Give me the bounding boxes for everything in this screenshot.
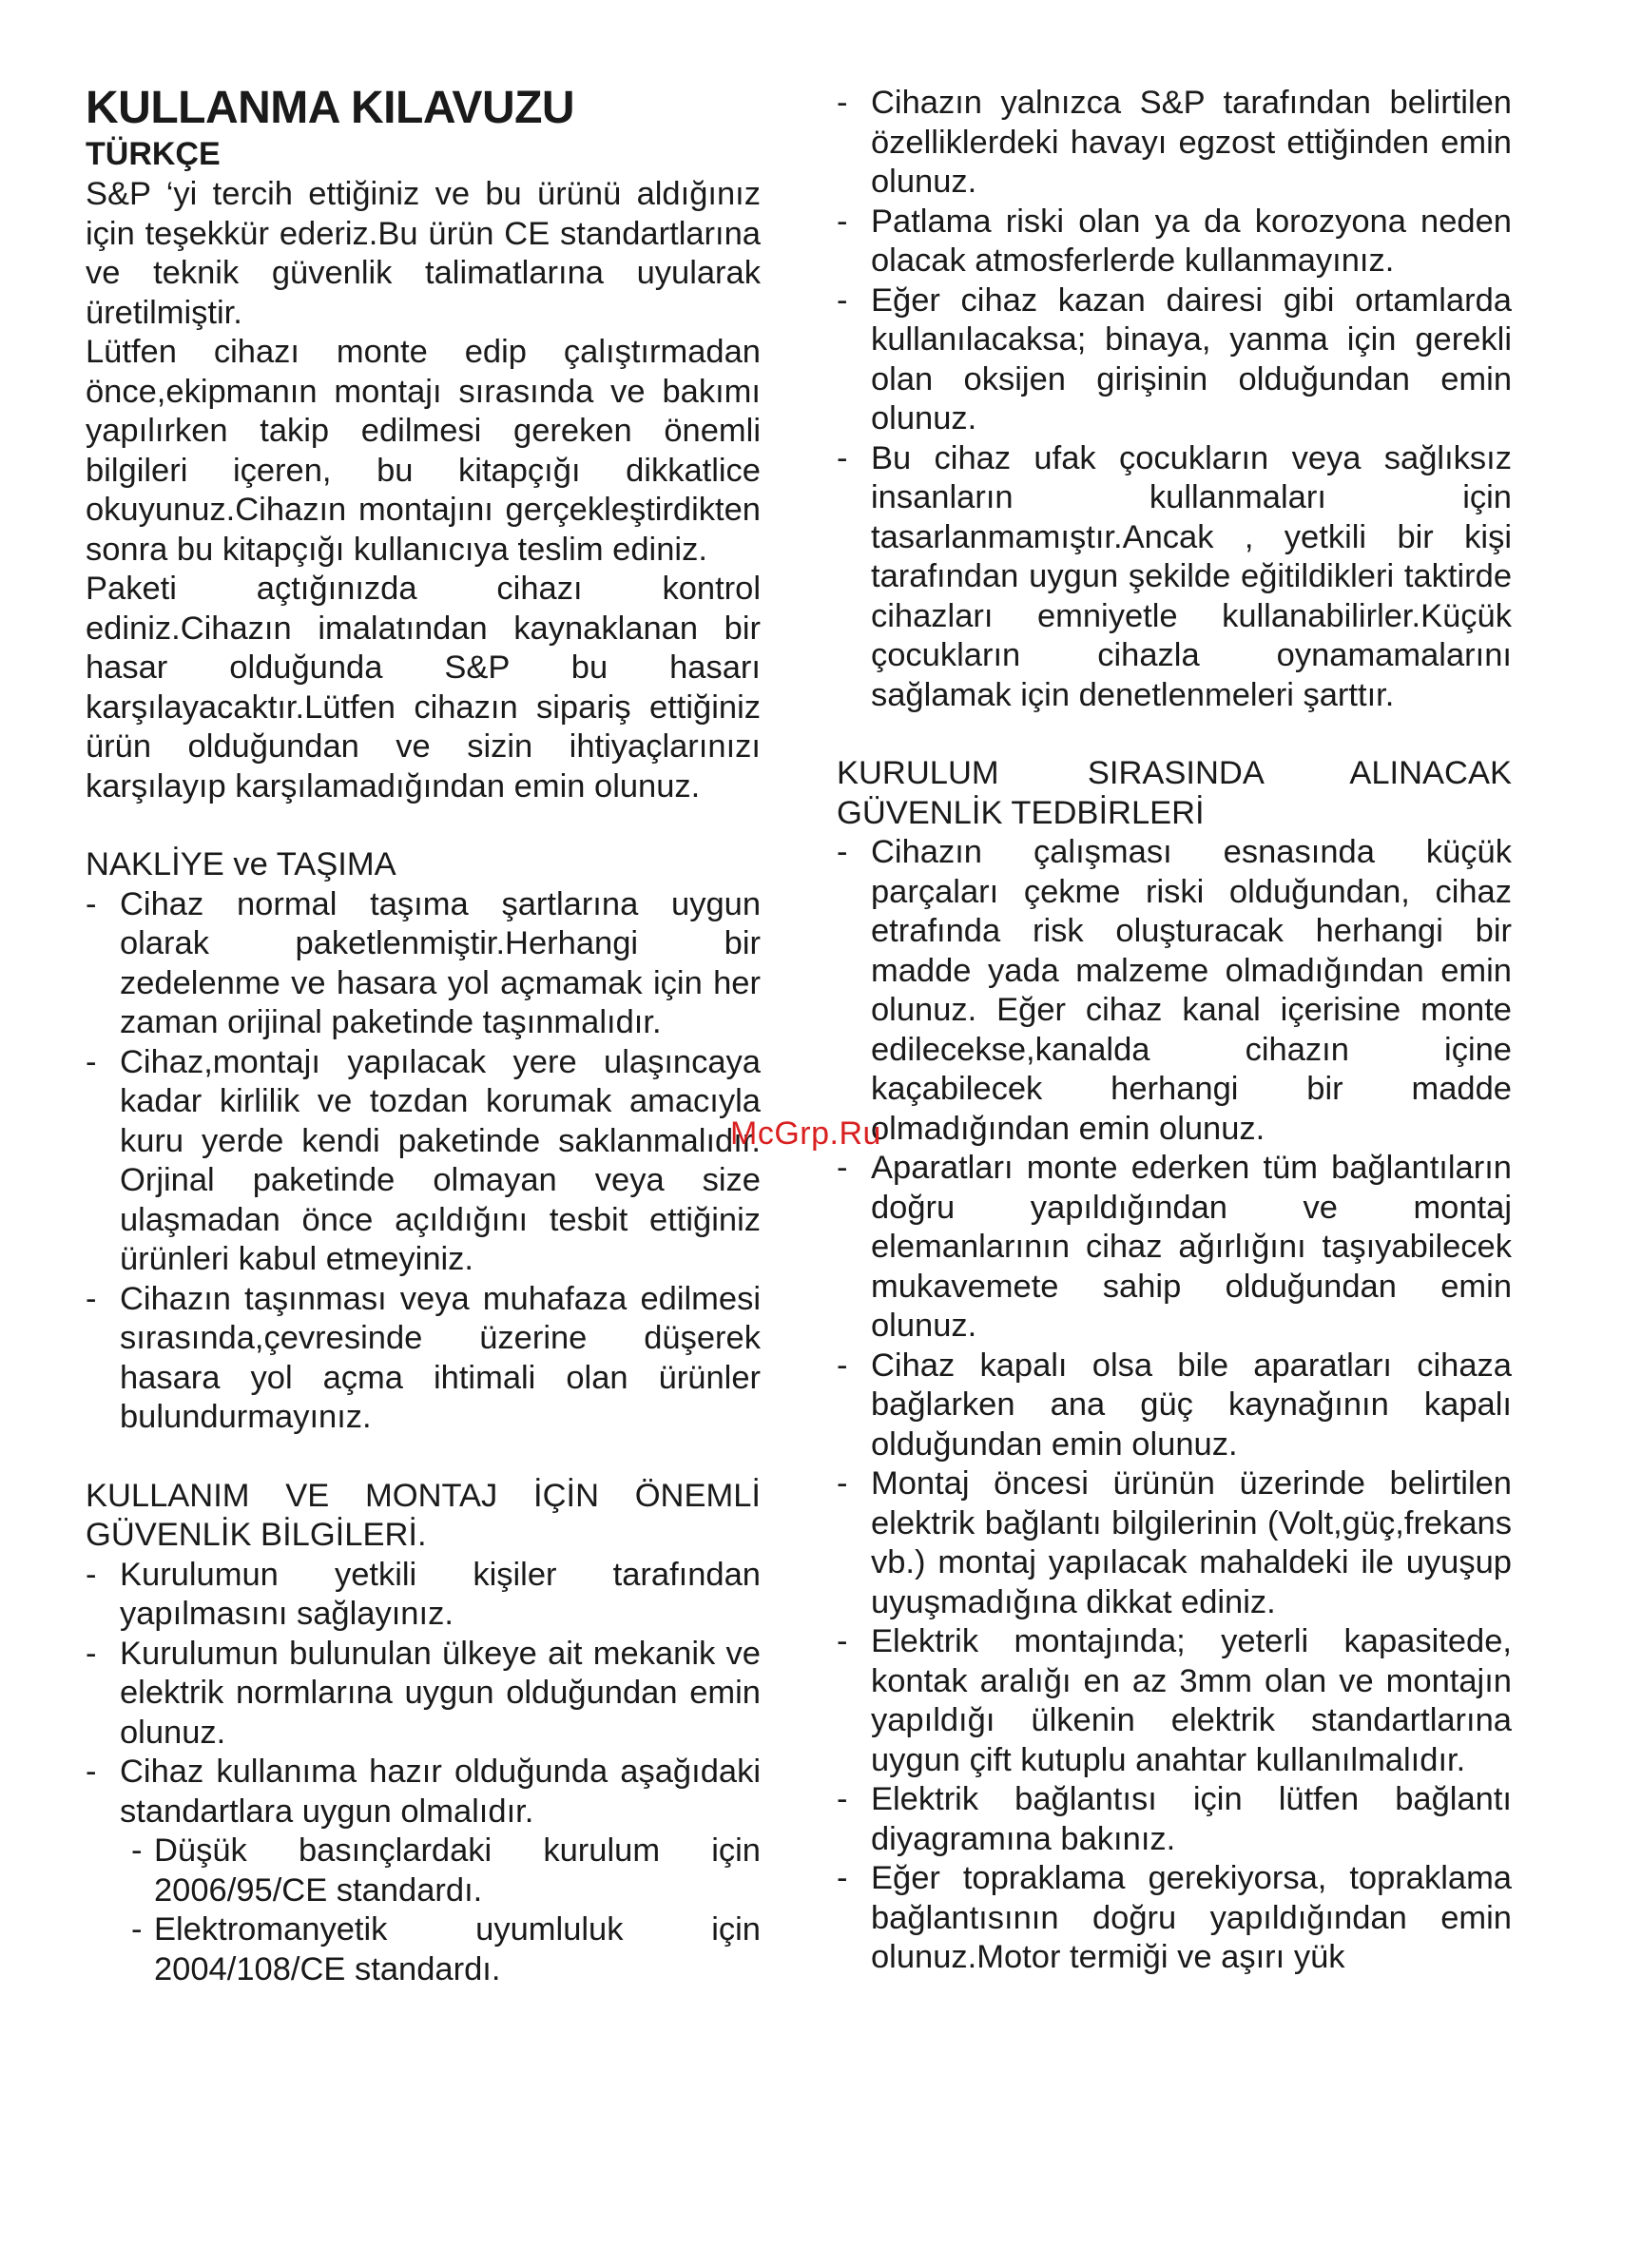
list-item: - Kurulumun yetkili kişiler tarafından yapılmasını sağlayınız. <box>86 1556 761 1635</box>
list-item: - Cihazın yalnızca S&P tarafından belirtilen özelliklerdeki havayı egzost ettiğinden emin olunuz. <box>837 84 1512 203</box>
list-item: - Bu cihaz ufak çocukların veya sağlıksız insanların kullanmaları için tasarlanmamıştır.Ancak , yetkili bir kişi tarafından uygun şekilde eğitildikleri taktirde cihazları emniyetle kullanabilirler.Küçük çocukların cihazla oynamamalarını sağlamak için denetlenmeleri şarttır. <box>837 439 1512 716</box>
intro-paragraph-1: S&P ‘yi tercih ettiğiniz ve bu ürünü aldığınız için teşekkür ederiz.Bu ürün CE standartlarına ve teknik güvenlik talimatlarına uyularak üretilmiştir. <box>86 176 761 331</box>
list-item: - Montaj öncesi ürünün üzerinde belirtilen elektrik bağlantı bilgilerinin (Volt,güç,frekans vb.) montaj yapılacak mahaldeki ile uyuşup uyuşmadığına dikkat ediniz. <box>837 1464 1512 1622</box>
intro-paragraph-3: Paketi açtığınızda cihazı kontrol ediniz.Cihazın imalatından kaynaklanan bir hasar olduğunda S&P bu hasarı karşılayacaktır.Lütfen cihazın sipariş ettiğiniz ürün olduğundan ve sizin ihtiyaçlarınızı karşılayıp karşılamadığından emin olunuz. <box>86 571 761 804</box>
left-column <box>86 82 761 1989</box>
list-item: - Kurulumun bulunulan ülkeye ait mekanik ve elektrik normlarına uygun olduğundan emin olunuz. <box>86 1635 761 1754</box>
safety-use-list <box>86 1556 761 1832</box>
list-item: - Eğer topraklama gerekiyorsa, topraklama bağlantısının doğru yapıldığından emin olunuz.Motor termiği ve aşırı yük <box>837 1859 1512 1978</box>
list-item: - Eğer cihaz kazan dairesi gibi ortamlarda kullanılacaksa; binaya, yanma için gerekli olan oksijen girişinin olduğundan emin olunuz. <box>837 281 1512 439</box>
list-item: - Cihaz normal taşıma şartlarına uygun olarak paketlenmiştir.Herhangi bir zedelenme ve hasara yol açmamak için her zaman orijinal paketinde taşınmalıdır. <box>86 885 761 1043</box>
sub-list-item: - Elektromanyetik uyumluluk için 2004/108/CE standardı. <box>131 1910 761 1989</box>
watermark: McGrp.Ru <box>730 1115 881 1152</box>
intro-paragraph-2: Lütfen cihazı monte edip çalıştırmadan önce,ekipmanın montajı sırasında ve bakımı yapılırken takip edilmesi gereken önemli bilgileri içeren, bu kitapçığı dikkatlice okuyunuz.Cihazın montajını gerçekleştirdikten sonra bu kitapçığı kullanıcıya teslim ediniz. <box>86 334 761 568</box>
language-label: TÜRKÇE <box>86 136 221 172</box>
list-item: - Cihazın çalışması esnasında küçük parçaları çekme riski olduğundan, cihaz etrafında risk oluşturacak herhangi bir madde yada malzeme olmadığından emin olunuz. Eğer cihaz kanal içerisine monte edilecekse,kanalda cihazın içine kaçabilecek herhangi bir madde olmadığından emin olunuz. <box>837 833 1512 1149</box>
list-item: - Cihaz kullanıma hazır olduğunda aşağıdaki standartlara uygun olmalıdır. <box>86 1753 761 1832</box>
install-list <box>837 833 1512 1978</box>
right-column <box>837 84 1512 1978</box>
list-item: - Cihaz kapalı olsa bile aparatları cihaza bağlarken ana güç kaynağının kapalı olduğundan emin olunuz. <box>837 1347 1512 1465</box>
standards-sublist <box>86 1832 761 1989</box>
safety-use-heading: KULLANIM VE MONTAJ İÇİN ÖNEMLİ GÜVENLİK BİLGİLERİ. <box>86 1477 761 1553</box>
list-item: - Cihaz,montajı yapılacak yere ulaşıncaya kadar kirlilik ve tozdan korumak amacıyla kuru yerde kendi paketinde saklanmalıdır. Orjinal paketinde olmayan veya size ulaşmadan önce açıldığını tesbit ettiğiniz ürünleri kabul etmeyiniz. <box>86 1043 761 1280</box>
transport-list <box>86 885 761 1438</box>
list-item: - Patlama riski olan ya da korozyona neden olacak atmosferlerde kullanmayınız. <box>837 203 1512 281</box>
transport-heading: NAKLİYE ve TAŞIMA <box>86 846 396 882</box>
page-title: KULLANMA KILAVUZU <box>86 83 575 133</box>
install-heading: KURULUM SIRASINDA ALINACAK GÜVENLİK TEDBİRLERİ <box>837 755 1512 831</box>
list-item: - Cihazın taşınması veya muhafaza edilmesi sırasında,çevresinde üzerine düşerek hasara yol açma ihtimali olan ürünler bulundurmayınız. <box>86 1280 761 1438</box>
list-item: - Aparatları monte ederken tüm bağlantıların doğru yapıldığından ve montaj elemanlarının cihaz ağırlığını taşıyabilecek mukavemete sahip olduğundan emin olunuz. <box>837 1149 1512 1347</box>
safety-use-list-continued <box>837 84 1512 715</box>
sub-list-item: - Düşük basınçlardaki kurulum için 2006/95/CE standardı. <box>131 1832 761 1910</box>
list-item: - Elektrik montajında; yeterli kapasitede, kontak aralığı en az 3mm olan ve montajın yapıldığı ülkenin elektrik standartlarına uygun çift kutuplu anahtar kullanılmalıdır. <box>837 1622 1512 1780</box>
list-item: - Elektrik bağlantısı için lütfen bağlantı diyagramına bakınız. <box>837 1780 1512 1859</box>
